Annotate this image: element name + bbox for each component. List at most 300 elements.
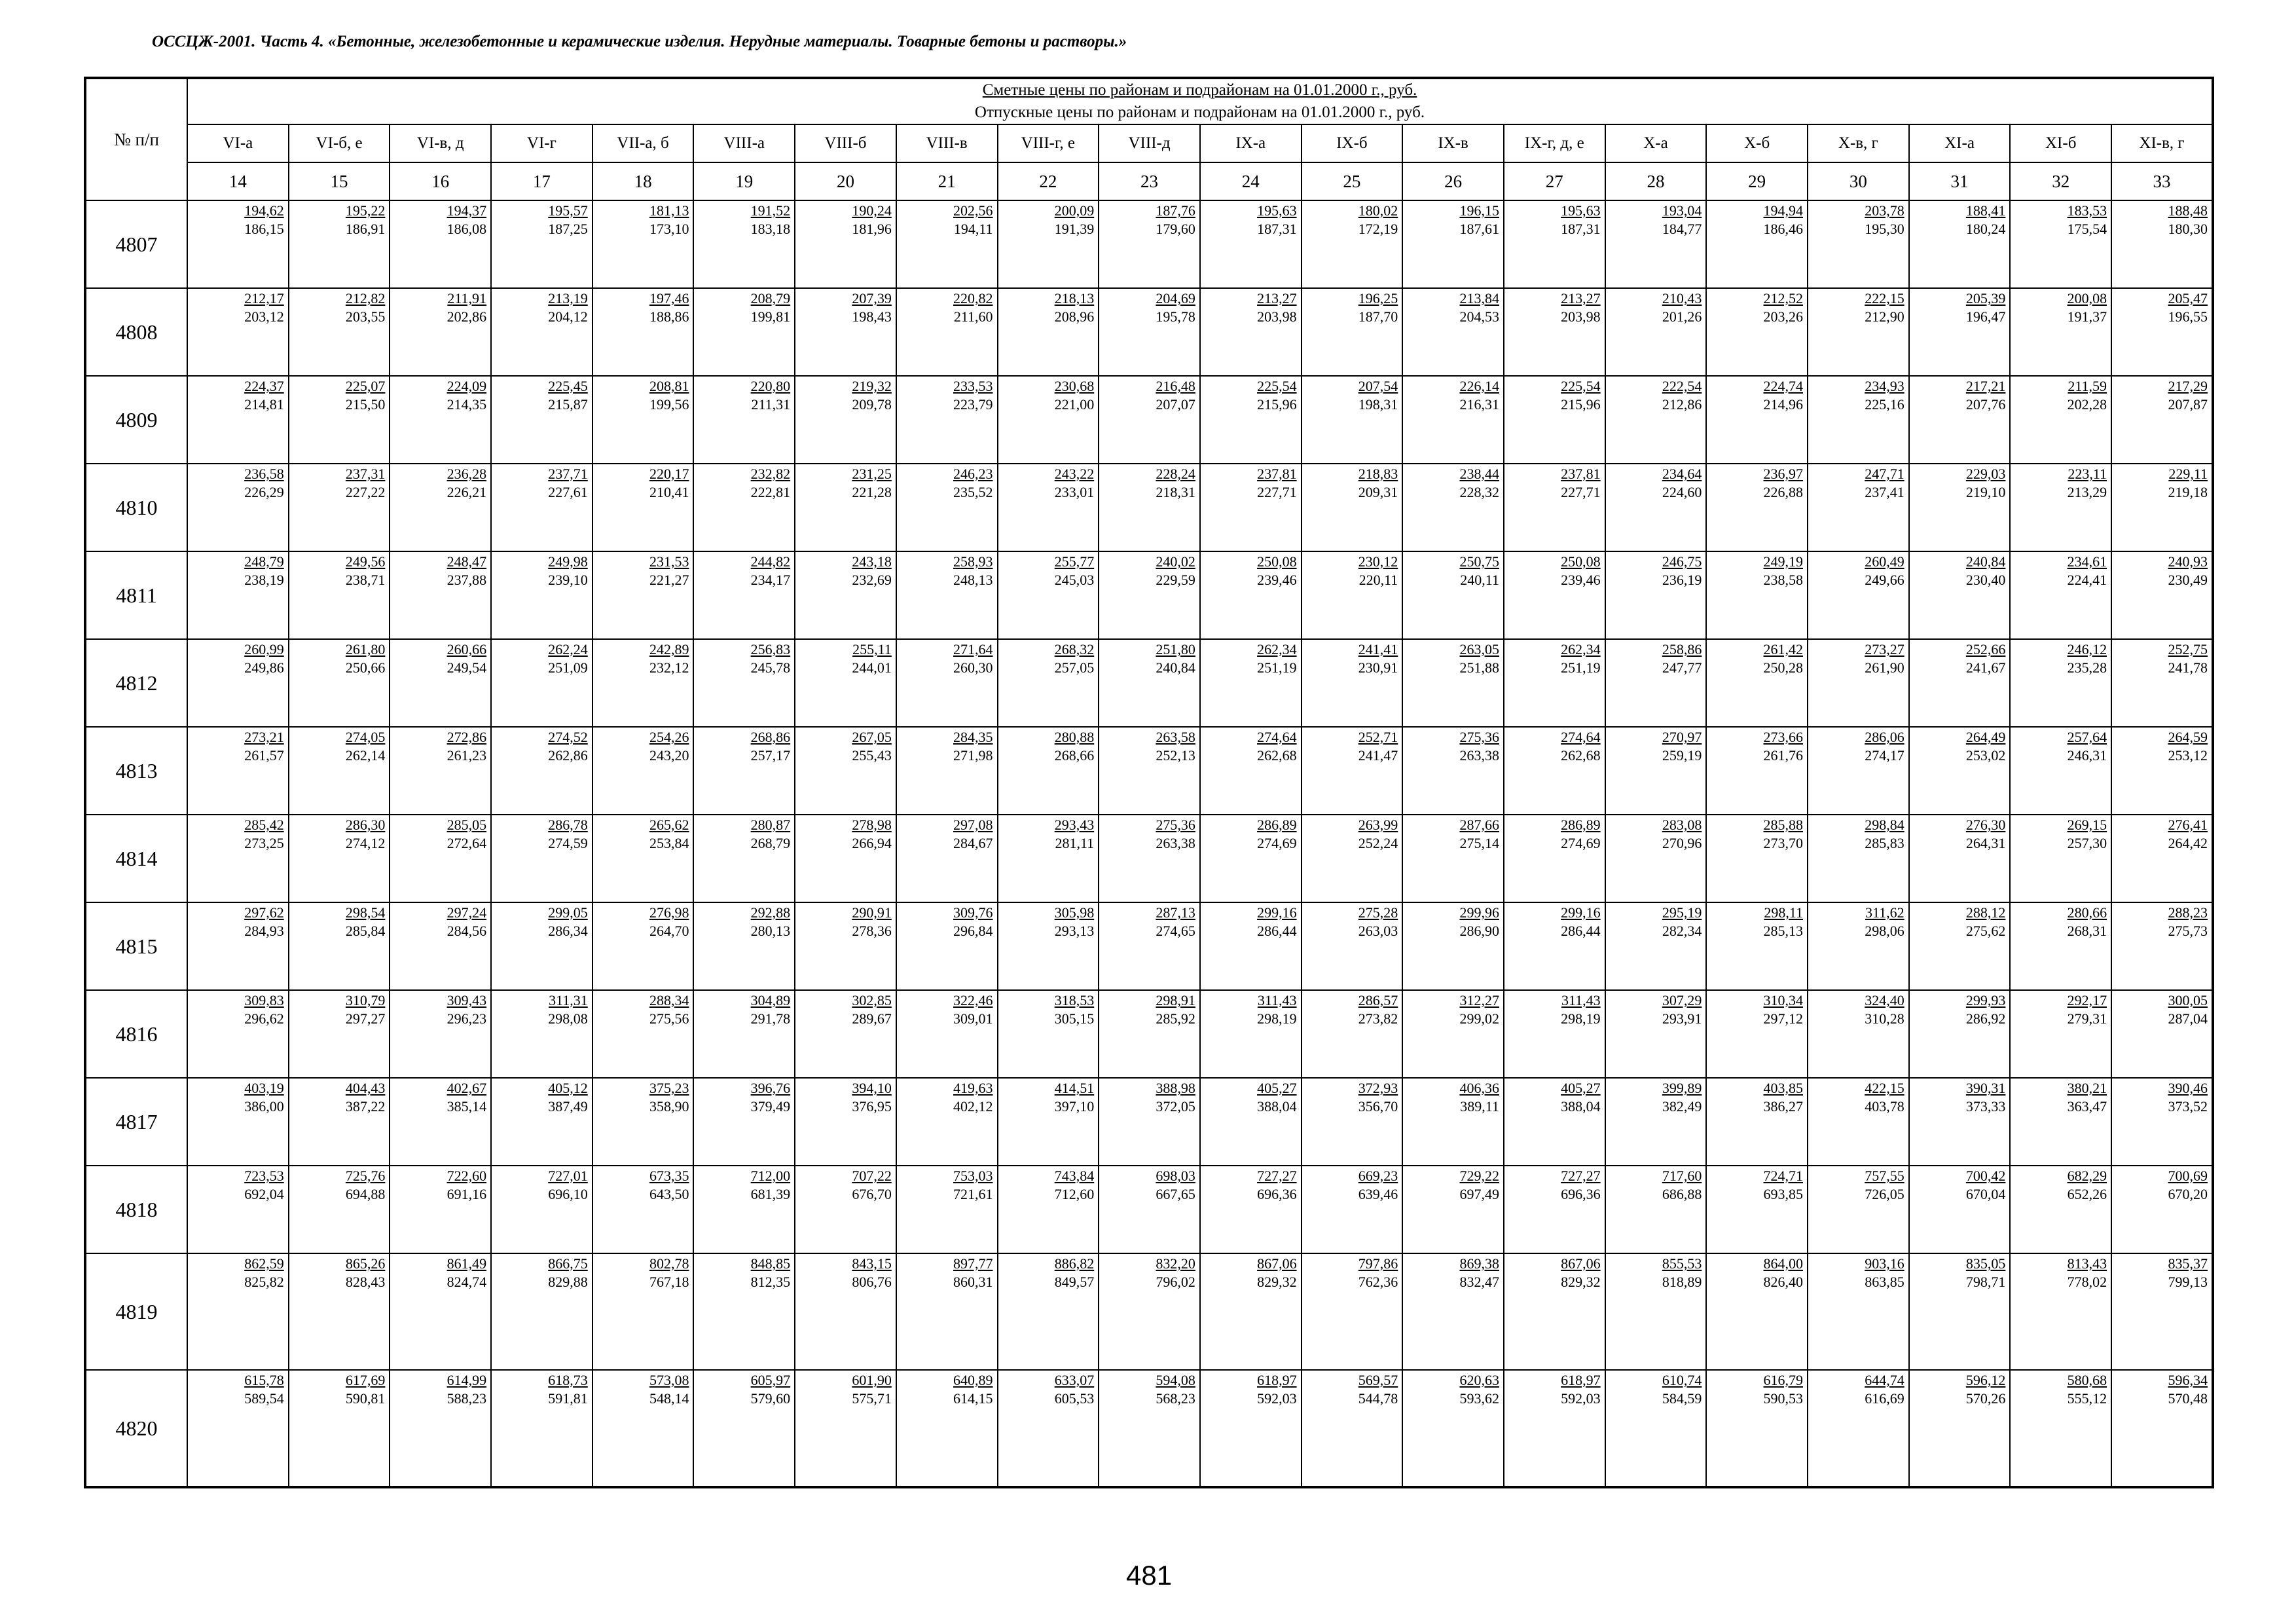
estimate-price: 211,59 [2068, 378, 2107, 394]
release-price: 697,49 [1459, 1186, 1499, 1202]
release-price: 241,78 [2168, 659, 2208, 676]
release-price: 829,32 [1561, 1274, 1601, 1290]
price-cell [1909, 727, 2011, 815]
price-cell [1706, 1370, 1808, 1487]
release-price: 195,78 [1156, 308, 1195, 325]
price-cell [592, 1078, 694, 1166]
release-price: 570,48 [2168, 1390, 2208, 1407]
price-cell [491, 288, 592, 376]
price-cell [998, 200, 1099, 288]
release-price: 203,98 [1257, 308, 1297, 325]
release-price: 828,43 [345, 1274, 386, 1290]
estimate-price: 307,29 [1662, 992, 1702, 1008]
release-price: 298,19 [1561, 1010, 1601, 1027]
estimate-price: 284,35 [953, 729, 993, 745]
column-number: 25 [1302, 162, 1403, 200]
release-price: 186,91 [345, 221, 386, 237]
estimate-price: 210,43 [1662, 290, 1702, 306]
estimate-price: 258,86 [1662, 641, 1702, 657]
price-cell [1302, 639, 1403, 727]
price-cell [998, 815, 1099, 902]
price-cell [1504, 727, 1605, 815]
release-price: 248,13 [953, 572, 993, 588]
release-price: 616,69 [1865, 1390, 1904, 1407]
estimate-price: 240,02 [1156, 553, 1195, 570]
estimate-price: 309,76 [953, 904, 993, 921]
row-id: 4811 [85, 551, 187, 639]
release-price: 386,00 [244, 1098, 284, 1115]
price-cell [2010, 551, 2111, 639]
table-header-row [85, 78, 2213, 124]
price-cell [2111, 990, 2213, 1078]
price-cell [2111, 639, 2213, 727]
estimate-price: 238,44 [1459, 466, 1499, 482]
estimate-price: 285,05 [446, 817, 487, 833]
price-cell [896, 1370, 998, 1487]
release-price: 670,04 [1965, 1186, 2006, 1202]
price-cell [1504, 1078, 1605, 1166]
release-price: 255,43 [852, 747, 892, 764]
release-price: 262,14 [345, 747, 386, 764]
column-number: 23 [1099, 162, 1200, 200]
release-price: 187,31 [1561, 221, 1601, 237]
estimate-price: 743,84 [1054, 1168, 1095, 1184]
estimate-price: 712,00 [750, 1168, 791, 1184]
release-price: 548,14 [649, 1390, 689, 1407]
release-price: 196,55 [2168, 308, 2208, 325]
price-cell [289, 1078, 390, 1166]
price-cell [1302, 815, 1403, 902]
release-price: 203,98 [1561, 308, 1601, 325]
estimate-price: 274,05 [345, 729, 386, 745]
price-cell [187, 1166, 289, 1253]
release-price: 397,10 [1054, 1098, 1095, 1115]
estimate-price: 390,46 [2168, 1080, 2208, 1096]
estimate-price: 270,97 [1662, 729, 1702, 745]
estimate-price: 262,34 [1561, 641, 1601, 657]
release-price: 299,02 [1459, 1010, 1499, 1027]
estimate-price: 271,64 [953, 641, 993, 657]
price-cell [1605, 1370, 1707, 1487]
price-cell [390, 288, 491, 376]
estimate-price: 267,05 [852, 729, 892, 745]
estimate-price: 273,21 [244, 729, 284, 745]
price-cell [1504, 376, 1605, 464]
estimate-price: 869,38 [1459, 1255, 1499, 1272]
release-price: 235,52 [953, 484, 993, 500]
estimate-price: 673,35 [649, 1168, 689, 1184]
release-price: 696,36 [1561, 1186, 1601, 1202]
release-price: 222,81 [750, 484, 791, 500]
row-id: 4817 [85, 1078, 187, 1166]
estimate-price: 268,86 [750, 729, 791, 745]
price-cell [693, 902, 795, 990]
release-price: 849,57 [1054, 1274, 1095, 1290]
release-price: 202,28 [2067, 396, 2107, 413]
column-number: 19 [693, 162, 795, 200]
price-cell [1302, 376, 1403, 464]
price-cell [390, 1078, 491, 1166]
estimate-price: 414,51 [1054, 1080, 1095, 1096]
price-cell [390, 1370, 491, 1487]
estimate-price: 220,17 [649, 466, 689, 482]
release-price: 575,71 [852, 1390, 892, 1407]
release-price: 227,22 [345, 484, 386, 500]
release-price: 268,79 [750, 835, 791, 851]
column-number: 14 [187, 162, 289, 200]
price-cell [2010, 1370, 2111, 1487]
estimate-price: 200,08 [2067, 290, 2107, 306]
price-cell [1909, 639, 2011, 727]
price-cell [592, 1370, 694, 1487]
release-price: 285,84 [345, 923, 386, 939]
price-cell [1808, 1166, 1909, 1253]
price-cell [491, 1166, 592, 1253]
estimate-price: 224,09 [446, 378, 487, 394]
estimate-price: 280,88 [1054, 729, 1095, 745]
estimate-price: 406,36 [1459, 1080, 1499, 1096]
price-cell [592, 815, 694, 902]
estimate-price: 573,08 [649, 1372, 689, 1388]
price-cell [693, 1166, 795, 1253]
release-price: 284,93 [244, 923, 284, 939]
price-cell [693, 1370, 795, 1487]
release-price: 266,94 [852, 835, 892, 851]
estimate-price: 290,91 [852, 904, 892, 921]
release-price: 778,02 [2067, 1274, 2107, 1290]
release-price: 262,86 [548, 747, 588, 764]
price-cell [187, 639, 289, 727]
price-cell [1402, 1078, 1504, 1166]
price-cell [1605, 815, 1707, 902]
price-cell [1302, 902, 1403, 990]
row-id: 4814 [85, 815, 187, 902]
release-price: 232,12 [649, 659, 689, 676]
price-cell [289, 902, 390, 990]
estimate-price: 292,88 [750, 904, 791, 921]
estimate-price: 292,17 [2067, 992, 2107, 1008]
price-cell [1909, 200, 2011, 288]
row-id: 4816 [85, 990, 187, 1078]
estimate-price: 707,22 [852, 1168, 892, 1184]
release-price: 403,78 [1865, 1098, 1904, 1115]
estimate-price: 203,78 [1865, 202, 1904, 219]
price-cell [1302, 1078, 1403, 1166]
estimate-price: 618,97 [1257, 1372, 1297, 1388]
price-cell [896, 990, 998, 1078]
release-price: 226,88 [1763, 484, 1803, 500]
estimate-price: 225,45 [548, 378, 588, 394]
estimate-price: 388,98 [1156, 1080, 1195, 1096]
price-cell [592, 727, 694, 815]
price-cell [187, 288, 289, 376]
release-price: 207,87 [2168, 396, 2208, 413]
estimate-price: 405,12 [548, 1080, 588, 1096]
release-price: 694,88 [345, 1186, 386, 1202]
release-price: 251,19 [1561, 659, 1601, 676]
release-price: 555,12 [2067, 1390, 2107, 1407]
price-cell [998, 288, 1099, 376]
column-number: 16 [390, 162, 491, 200]
estimate-price: 248,79 [244, 553, 284, 570]
release-price: 291,78 [750, 1010, 791, 1027]
estimate-price: 287,13 [1156, 904, 1195, 921]
estimate-price: 208,79 [750, 290, 791, 306]
release-price: 221,28 [852, 484, 892, 500]
column-number: 30 [1808, 162, 1909, 200]
estimate-price: 195,63 [1257, 202, 1297, 219]
release-price: 227,71 [1561, 484, 1601, 500]
release-price: 285,83 [1865, 835, 1904, 851]
release-price: 246,31 [2067, 747, 2107, 764]
price-cell [1504, 551, 1605, 639]
release-price: 281,11 [1055, 835, 1095, 851]
estimate-price: 262,24 [548, 641, 588, 657]
price-cell [1605, 1078, 1707, 1166]
price-cell [390, 902, 491, 990]
price-cell [795, 815, 896, 902]
release-price: 230,49 [2168, 572, 2208, 588]
release-price: 212,86 [1662, 396, 1702, 413]
price-cell [1200, 990, 1302, 1078]
release-price: 235,28 [2067, 659, 2107, 676]
estimate-price: 216,48 [1156, 378, 1195, 394]
estimate-price: 304,89 [750, 992, 791, 1008]
release-price: 233,01 [1054, 484, 1095, 500]
release-price: 226,29 [244, 484, 284, 500]
estimate-price: 220,82 [953, 290, 993, 306]
estimate-price: 256,83 [750, 641, 791, 657]
release-price: 199,56 [649, 396, 689, 413]
release-price: 264,70 [649, 923, 689, 939]
release-price: 211,60 [953, 308, 993, 325]
estimate-price: 288,12 [1965, 904, 2006, 921]
release-price: 213,29 [2067, 484, 2107, 500]
estimate-price: 195,22 [345, 202, 386, 219]
release-price: 305,15 [1054, 1010, 1095, 1027]
region-header: X-а [1605, 124, 1707, 162]
release-price: 208,96 [1054, 308, 1095, 325]
price-cell [1605, 1253, 1707, 1370]
release-price: 806,76 [852, 1274, 892, 1290]
release-price: 183,18 [750, 221, 791, 237]
estimate-price: 405,27 [1561, 1080, 1601, 1096]
estimate-price: 299,16 [1561, 904, 1601, 921]
estimate-price: 187,76 [1156, 202, 1195, 219]
price-cell [592, 990, 694, 1078]
price-cell [795, 1370, 896, 1487]
price-cell [1706, 727, 1808, 815]
estimate-price: 251,80 [1156, 641, 1195, 657]
price-cell [998, 1166, 1099, 1253]
release-price: 187,70 [1358, 308, 1398, 325]
release-price: 686,88 [1662, 1186, 1702, 1202]
release-price: 812,35 [750, 1274, 791, 1290]
price-cell [1504, 1166, 1605, 1253]
estimate-price: 865,26 [345, 1255, 386, 1272]
release-price: 225,16 [1865, 396, 1904, 413]
column-number: 18 [592, 162, 694, 200]
estimate-price: 234,61 [2067, 553, 2107, 570]
price-cell [795, 1078, 896, 1166]
price-cell [896, 464, 998, 551]
estimate-price: 193,04 [1662, 202, 1702, 219]
estimate-price: 264,49 [1965, 729, 2006, 745]
estimate-price: 722,60 [446, 1168, 487, 1184]
estimate-price: 180,02 [1358, 202, 1398, 219]
price-cell [592, 288, 694, 376]
estimate-price: 229,03 [1965, 466, 2006, 482]
release-price: 796,02 [1156, 1274, 1195, 1290]
estimate-price: 616,79 [1763, 1372, 1803, 1388]
price-cell [390, 1166, 491, 1253]
price-cell [1099, 990, 1200, 1078]
price-cell [187, 551, 289, 639]
estimate-price: 310,79 [345, 992, 386, 1008]
release-price: 261,23 [446, 747, 487, 764]
release-price: 273,82 [1358, 1010, 1398, 1027]
price-cell [1504, 990, 1605, 1078]
release-price: 184,77 [1662, 221, 1702, 237]
price-cell [289, 815, 390, 902]
release-price: 196,47 [1965, 308, 2006, 325]
price-cell [1099, 1166, 1200, 1253]
release-price: 249,86 [244, 659, 284, 676]
price-cell [1706, 639, 1808, 727]
column-number: 21 [896, 162, 998, 200]
price-cell [592, 1253, 694, 1370]
price-cell [592, 376, 694, 464]
price-cell [1605, 551, 1707, 639]
estimate-price: 190,24 [852, 202, 892, 219]
price-cell [1808, 551, 1909, 639]
estimate-price: 273,66 [1763, 729, 1803, 745]
region-header: X-б [1706, 124, 1808, 162]
estimate-price: 293,43 [1054, 817, 1095, 833]
table-row [85, 990, 2213, 1078]
release-price: 264,42 [2168, 835, 2208, 851]
price-cell [1200, 376, 1302, 464]
estimate-price: 757,55 [1865, 1168, 1904, 1184]
estimate-price: 310,34 [1763, 992, 1803, 1008]
estimate-price: 594,08 [1156, 1372, 1195, 1388]
price-cell [1706, 1166, 1808, 1253]
estimate-price: 224,37 [244, 378, 284, 394]
estimate-price: 620,63 [1459, 1372, 1499, 1388]
release-price: 696,36 [1257, 1186, 1297, 1202]
estimate-price: 813,43 [2067, 1255, 2107, 1272]
estimate-price: 390,31 [1965, 1080, 2006, 1096]
region-header: VIII-а [693, 124, 795, 162]
estimate-price: 218,13 [1054, 290, 1095, 306]
column-number: 32 [2010, 162, 2111, 200]
price-cell [1504, 288, 1605, 376]
release-price: 798,71 [1965, 1274, 2006, 1290]
price-cell [1909, 1166, 2011, 1253]
price-cell [998, 1253, 1099, 1370]
column-number: 33 [2111, 162, 2213, 200]
price-cell [2111, 464, 2213, 551]
release-price: 278,36 [852, 923, 892, 939]
price-cell [1808, 1253, 1909, 1370]
estimate-price: 272,86 [446, 729, 487, 745]
price-cell [1706, 1253, 1808, 1370]
release-price: 210,41 [649, 484, 689, 500]
estimate-price: 255,77 [1054, 553, 1095, 570]
price-cell [896, 376, 998, 464]
release-price: 180,24 [1965, 221, 2006, 237]
release-price: 799,13 [2168, 1274, 2208, 1290]
release-price: 829,88 [548, 1274, 588, 1290]
release-price: 251,09 [548, 659, 588, 676]
estimate-price: 848,85 [750, 1255, 791, 1272]
price-cell [491, 1253, 592, 1370]
release-price: 244,01 [852, 659, 892, 676]
release-price: 293,13 [1054, 923, 1095, 939]
estimate-price: 723,53 [244, 1168, 284, 1184]
estimate-price: 260,49 [1865, 553, 1904, 570]
estimate-price: 181,13 [649, 202, 689, 219]
release-price: 271,98 [953, 747, 993, 764]
estimate-price: 866,75 [548, 1255, 588, 1272]
price-cell [1504, 902, 1605, 990]
row-id: 4809 [85, 376, 187, 464]
estimate-price: 300,05 [2168, 992, 2208, 1008]
release-price: 232,69 [852, 572, 892, 588]
release-price: 385,14 [446, 1098, 487, 1115]
price-cell [187, 727, 289, 815]
price-cell [390, 200, 491, 288]
price-cell [795, 288, 896, 376]
release-price: 286,92 [1965, 1010, 2006, 1027]
region-header: VI-б, е [289, 124, 390, 162]
release-price: 274,59 [548, 835, 588, 851]
table-row [85, 376, 2213, 464]
estimate-price: 197,46 [649, 290, 689, 306]
estimate-price: 419,63 [953, 1080, 993, 1096]
release-price: 227,61 [548, 484, 588, 500]
release-price: 221,27 [649, 572, 689, 588]
estimate-price: 280,66 [2067, 904, 2107, 921]
release-price: 287,04 [2168, 1010, 2208, 1027]
estimate-price: 380,21 [2067, 1080, 2107, 1096]
price-cell [2111, 200, 2213, 288]
price-cell [1605, 376, 1707, 464]
release-price: 285,13 [1763, 923, 1803, 939]
estimate-price: 264,59 [2168, 729, 2208, 745]
release-price: 389,11 [1460, 1098, 1499, 1115]
release-price: 238,19 [244, 572, 284, 588]
estimate-price: 225,54 [1257, 378, 1297, 394]
price-cell [1402, 902, 1504, 990]
price-cell [187, 376, 289, 464]
release-price: 274,69 [1561, 835, 1601, 851]
price-cell [1402, 1253, 1504, 1370]
estimate-price: 394,10 [852, 1080, 892, 1096]
release-price: 298,06 [1865, 923, 1904, 939]
price-cell [2111, 1253, 2213, 1370]
price-cell [390, 815, 491, 902]
estimate-price: 843,15 [852, 1255, 892, 1272]
estimate-price: 617,69 [345, 1372, 386, 1388]
price-cell [693, 1253, 795, 1370]
price-cell [1302, 551, 1403, 639]
estimate-price: 263,05 [1459, 641, 1499, 657]
estimate-price: 252,71 [1358, 729, 1398, 745]
release-price: 691,16 [446, 1186, 487, 1202]
release-price: 187,31 [1257, 221, 1297, 237]
price-cell [592, 902, 694, 990]
